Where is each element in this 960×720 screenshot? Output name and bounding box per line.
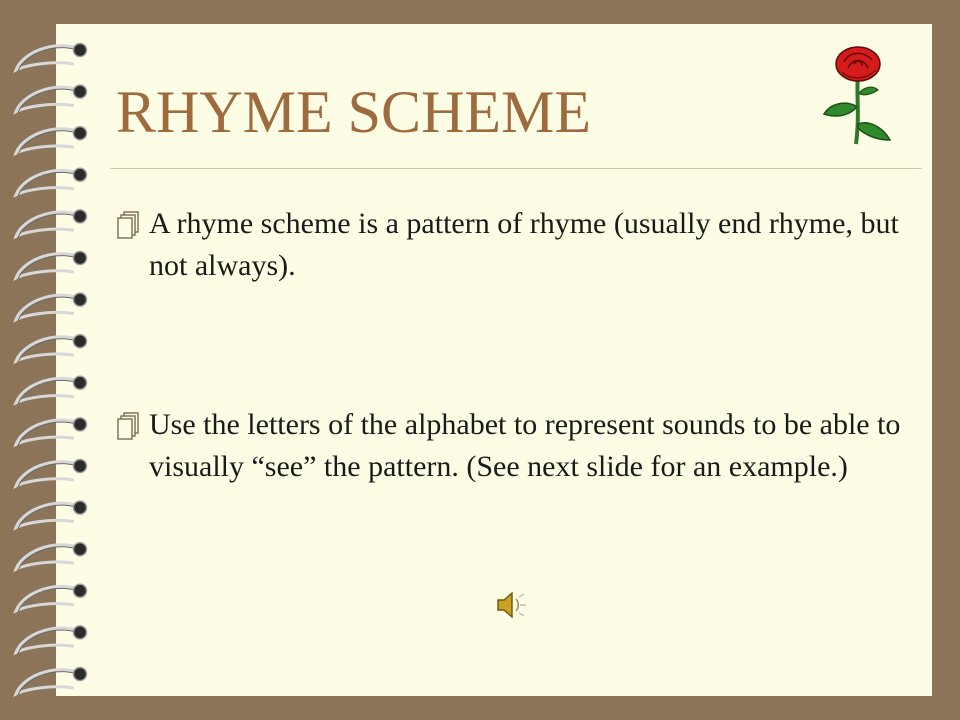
title-divider	[110, 168, 922, 169]
speaker-icon[interactable]	[494, 588, 528, 622]
binding-hole	[74, 584, 87, 597]
spiral-binding-icon	[0, 0, 110, 720]
slide-title: RHYME SCHEME	[116, 79, 592, 145]
bullet-item	[116, 203, 906, 287]
bullet-text: A rhyme scheme is a pattern of rhyme (usually end rhyme, but not always).	[149, 207, 899, 282]
binding-hole	[74, 127, 87, 140]
binding-hole	[74, 168, 87, 181]
binding-hole	[74, 44, 87, 57]
binding-hole	[74, 626, 87, 639]
binding-hole	[74, 85, 87, 98]
binding-hole	[74, 376, 87, 389]
bullet-text: Use the letters of the alphabet to represent sounds to be able to visually “see” the pattern. (See next slide for an example.)	[149, 408, 901, 483]
binding-hole	[74, 460, 87, 473]
binding-hole	[74, 501, 87, 514]
notebook-bullet-icon	[116, 211, 140, 239]
binding-hole	[74, 293, 87, 306]
binding-hole	[74, 543, 87, 556]
binding-hole	[74, 210, 87, 223]
binding-hole	[74, 418, 87, 431]
rose-icon	[820, 44, 900, 154]
binding-hole	[74, 335, 87, 348]
bullet-item	[116, 404, 906, 488]
binding-hole	[74, 252, 87, 265]
binding-hole	[74, 668, 87, 681]
notebook-bullet-icon	[116, 412, 140, 440]
